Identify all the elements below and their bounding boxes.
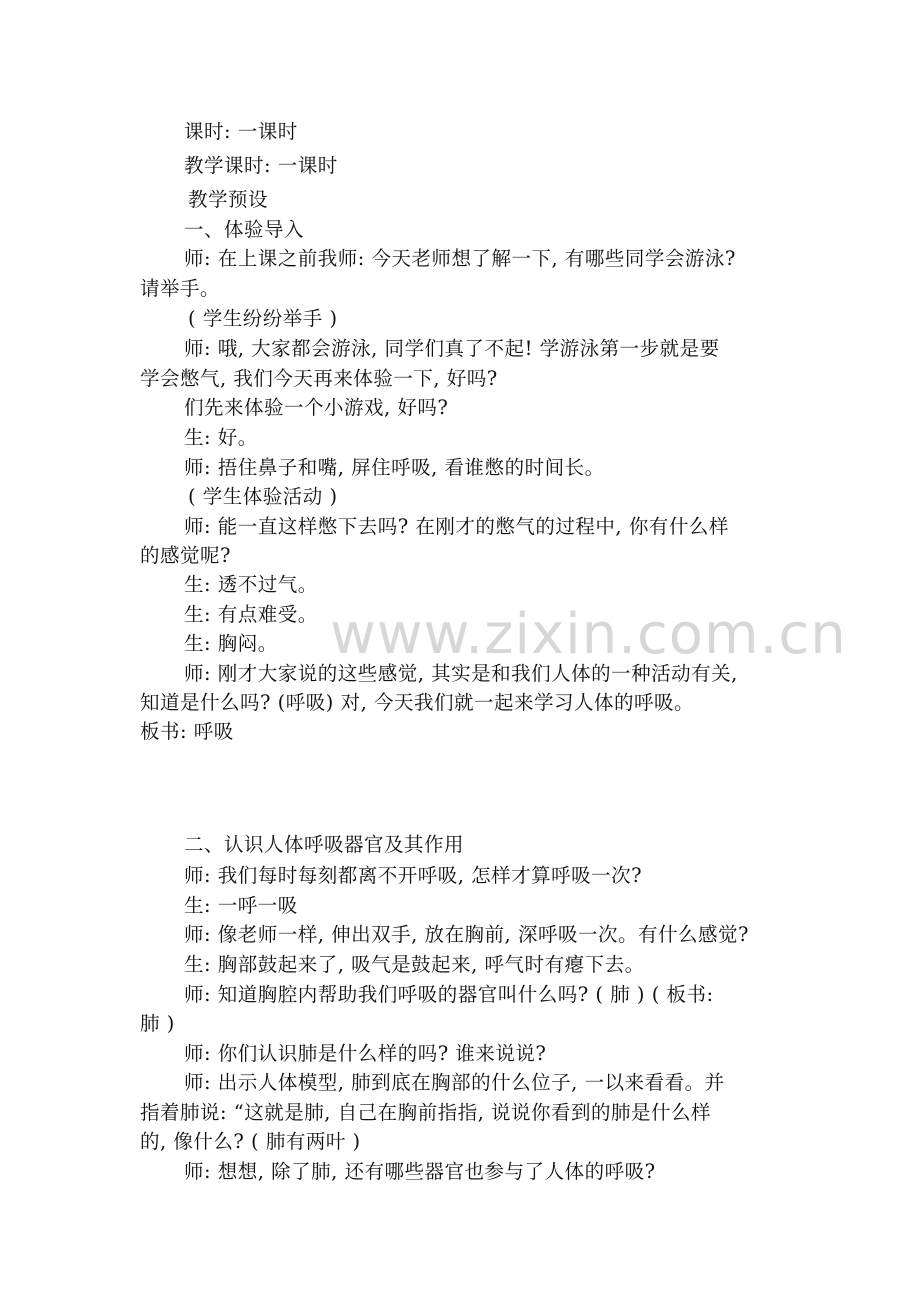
text-line: 师: 你们认识肺是什么样的吗? 谁来说说? — [184, 1042, 547, 1065]
text-line: 生: 好。 — [184, 426, 258, 449]
text-line: 师: 想想, 除了肺, 还有哪些器官也参与了人体的呼吸? — [184, 1160, 656, 1183]
text-line: 生: 胸闷。 — [184, 632, 278, 655]
text-line: 师: 出示人体模型, 肺到底在胸部的什么位子, 一以来看看。并 — [184, 1071, 725, 1094]
text-line: 生: 有点难受。 — [184, 603, 318, 626]
text-line: 板书: 呼吸 — [140, 720, 234, 743]
text-line: 课时: 一课时 — [184, 120, 298, 143]
text-line: 肺 ) — [140, 1012, 175, 1035]
watermark: www.zixin.com.cn — [330, 602, 847, 667]
text-line: 请举手。 — [140, 277, 221, 300]
text-line: 指着肺说: “这就是肺, 自己在胸前指指, 说说你看到的肺是什么样 — [140, 1101, 712, 1124]
text-line: 生: 透不过气。 — [184, 573, 318, 596]
text-line: ( 学生体验活动 ) — [188, 485, 338, 508]
text-line: 们先来体验一个小游戏, 好吗? — [184, 396, 449, 419]
text-line: 师: 哦, 大家都会游泳, 同学们真了不起! 学游泳第一步就是要 — [184, 337, 720, 360]
text-line: ( 学生纷纷举手 ) — [188, 307, 338, 330]
text-line: 师: 知道胸腔内帮助我们呼吸的器官叫什么吗? ( 肺 ) ( 板书: — [184, 983, 714, 1006]
text-line: 师: 能一直这样憋下去吗? 在刚才的憋气的过程中, 你有什么样 — [184, 515, 729, 538]
section-heading: 教学预设 — [188, 188, 269, 211]
text-line: 的感觉呢? — [140, 544, 231, 567]
text-line: 师: 像老师一样, 伸出双手, 放在胸前, 深呼吸一次。有什么感觉? — [184, 923, 749, 946]
text-line: 知道是什么吗? (呼吸) 对, 今天我们就一起来学习人体的呼吸。 — [140, 691, 694, 714]
text-line: 师: 刚才大家说的这些感觉, 其实是和我们人体的一种活动有关, — [184, 662, 738, 685]
text-line: 师: 捂住鼻子和嘴, 屏住呼吸, 看谁憋的时间长。 — [184, 456, 605, 479]
section-heading: 一、体验导入 — [184, 218, 305, 241]
text-line: 生: 胸部鼓起来了, 吸气是鼓起来, 呼气时有瘪下去。 — [184, 953, 645, 976]
text-line: 的, 像什么? ( 肺有两叶 ) — [140, 1130, 361, 1153]
text-line: 师: 我们每时每刻都离不开呼吸, 怎样才算呼吸一次? — [184, 864, 643, 887]
section-heading: 二、认识人体呼吸器官及其作用 — [184, 833, 465, 856]
text-line: 生: 一呼一吸 — [184, 894, 298, 917]
text-line: 师: 在上课之前我师: 今天老师想了解一下, 有哪些同学会游泳? — [184, 247, 736, 270]
text-line: 教学课时: 一课时 — [184, 154, 338, 177]
text-line: 学会憋气, 我们今天再来体验一下, 好吗? — [140, 367, 498, 390]
